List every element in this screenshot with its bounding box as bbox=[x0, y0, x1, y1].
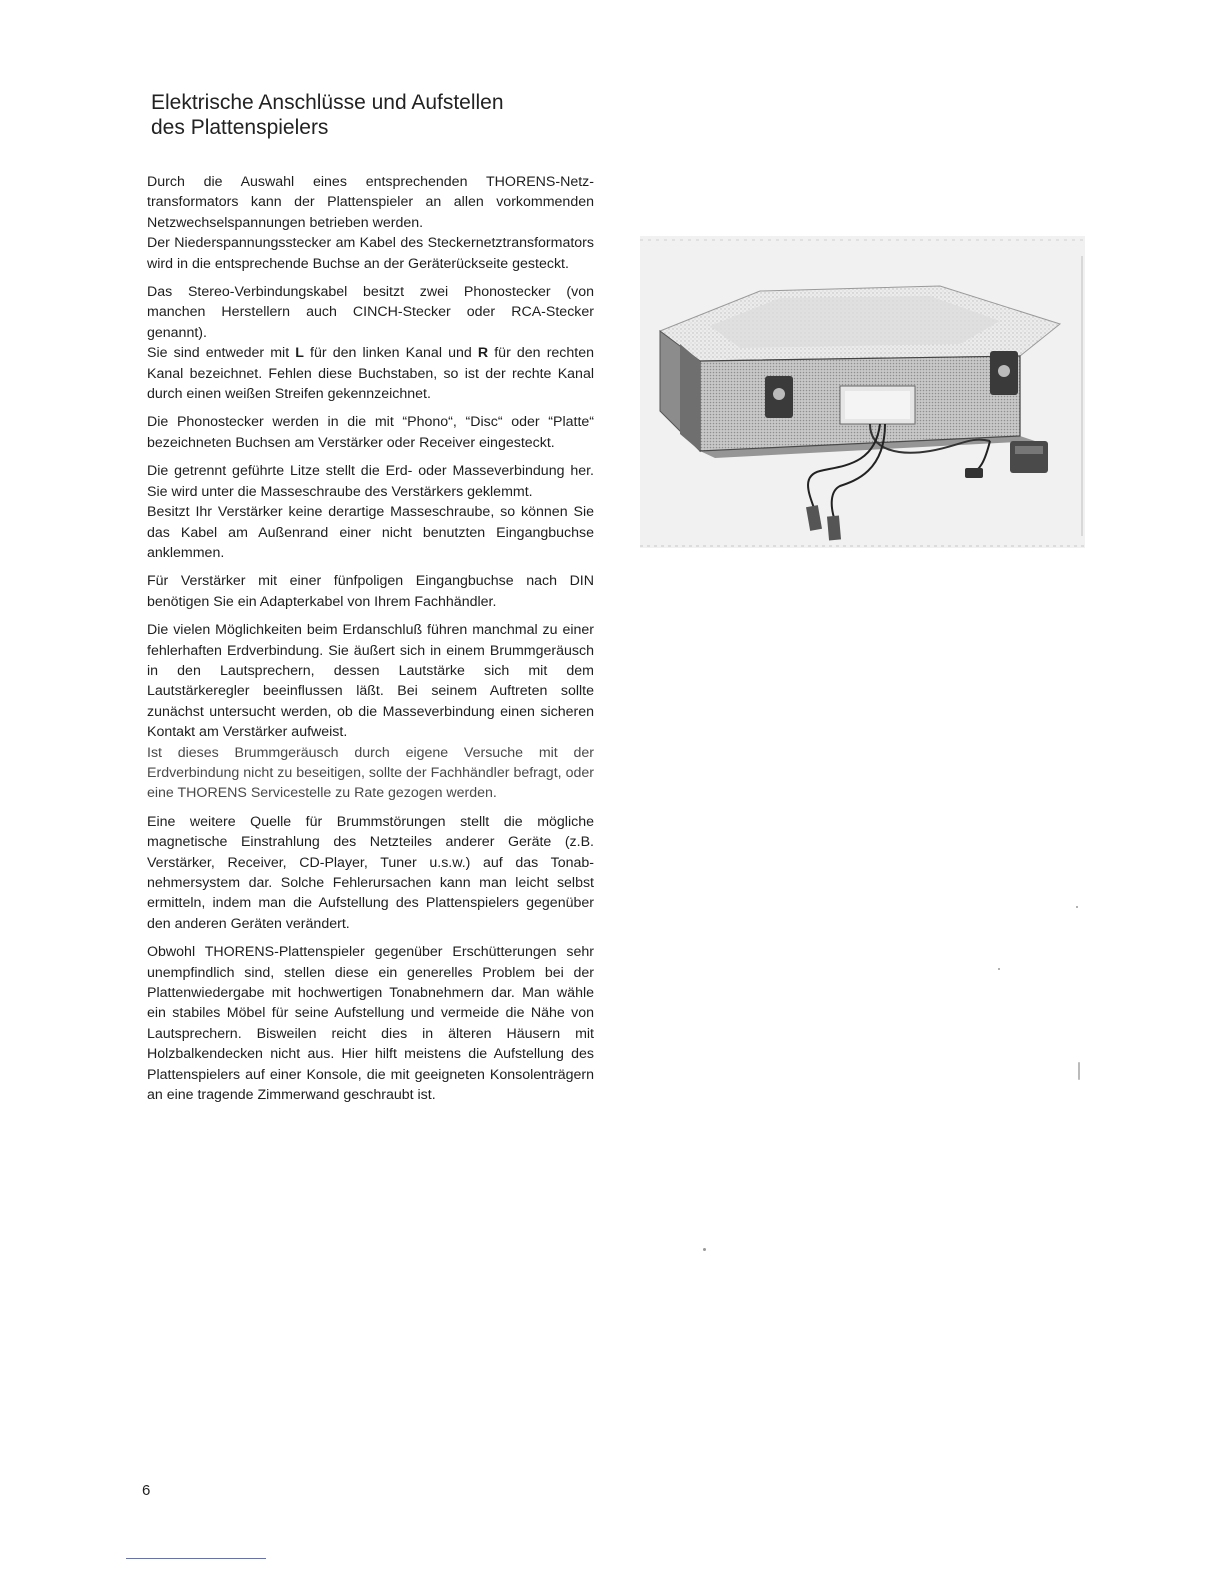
paragraph-low-voltage-plug: Der Niederspannungsstecker am Kabel des Steckernetztransformators wird in die entsprechende Buchse an der Geräterückseite gesteckt. bbox=[147, 235, 594, 272]
body-text-column bbox=[147, 172, 594, 1113]
channel-text-b: für den linken Kanal und bbox=[303, 345, 478, 362]
paragraph-stereo-cable: Das Stereo-Verbindungskabel besitzt zwei Phonostecker (von manchen Herstellern auch CINCH-Stecker oder RCA-Stecker genannt). bbox=[147, 284, 594, 341]
channel-letter-right: R bbox=[477, 345, 489, 362]
turntable-rear-illustration bbox=[640, 236, 1085, 548]
scan-speck bbox=[1078, 1062, 1080, 1080]
page-number: 6 bbox=[142, 1482, 151, 1499]
paragraph-channel-marking bbox=[147, 343, 594, 404]
turntable-photo bbox=[640, 236, 1085, 548]
paragraph-vibration: Obwohl THORENS-Plattenspieler gegenüber Erschütterungen sehr unempfindlich sind, stellen diese ein generelles Problem bei der Plattenwiedergabe mit hochwertigen Tonabnehmern dar. Man wähle ein stabiles Möbel für seine Aufstellung und vermeide die Nähe von Lautsprechern. Bisweilen reicht dies in älteren Häusern mit Holzbalkendecken nicht aus. Hier hilft meistens die Aufstellung des Plattenspielers auf einer Konsole, die mit geeigneten Konsolenträgern an eine tragende Zimmerwand geschraubt ist. bbox=[147, 944, 594, 1104]
channel-text-c: für den rechten Kanal bezeichnet. Fehlen diese Buchstaben, so ist der rechte Kanal durch einen weißen Streifen gekennzeichnet. bbox=[147, 345, 595, 403]
paragraph-ground-wire: Die getrennt geführte Litze stellt die Erd- oder Masseverbindung her. Sie wird unter die Masseschraube des Verstärkers geklemmt. bbox=[147, 463, 594, 500]
page-title-line-2: des Plattenspielers bbox=[151, 116, 329, 139]
page-title bbox=[151, 90, 611, 140]
scan-speck bbox=[703, 1248, 706, 1251]
scan-speck bbox=[1076, 906, 1078, 908]
paragraph-service-advice: Ist dieses Brummgeräusch durch eigene Versuche mit der Erdverbindung nicht zu beseitigen, sollte der Fachhändler befragt, oder eine THORENS Servicestelle zu Rate gezogen werden. bbox=[147, 744, 594, 802]
scan-speck bbox=[998, 968, 1000, 970]
footer-rule bbox=[126, 1558, 266, 1559]
paragraph-magnetic-interference: Eine weitere Quelle für Brummstörungen stellt die mögliche magnetische Einstrahlung des Netzteiles anderer Geräte (z.B. Verstärker, Receiver, CD-Player, Tuner u.s.w.) auf das Tonabnehmersystem dar. Solche Fehlerursachen kann man leicht selbst ermitteln, indem man die Aufstellung des Plattenspielers gegenüber den anderen Geräten verändert. bbox=[147, 813, 594, 932]
page-title-line-1: Elektrische Anschlüsse und Aufstellen bbox=[151, 91, 504, 114]
channel-text-a: Sie sind entweder mit bbox=[147, 345, 296, 362]
paragraph-din-adapter: Für Verstärker mit einer fünfpoligen Eingangbuchse nach DIN benötigen Sie ein Adapterkabel von Ihrem Fachhändler. bbox=[147, 573, 594, 610]
channel-letter-left: L bbox=[295, 345, 304, 362]
paragraph-power-supply: Durch die Auswahl eines entsprechenden THORENS-Netztransformators kann der Plattenspieler an allen vorkommenden Netzwechselspannungen betrieben werden. bbox=[147, 174, 594, 231]
paragraph-no-ground-screw: Besitzt Ihr Verstärker keine derartige Masseschraube, so können Sie das Kabel am Außenrand einer nicht benutzten Eingangbuchse anklemmen. bbox=[147, 504, 594, 561]
paragraph-hum-grounding: Die vielen Möglichkeiten beim Erdanschluß führen manchmal zu einer fehlerhaften Erdverbindung. Sie äußert sich in einem Brummgeräusch in den Lautsprechern, dessen Lautstärke sich mit dem Lautstärkeregler beeinflussen läßt. Bei seinem Auftreten sollte zunächst untersucht werden, ob die Masseverbindung einen sicheren Kontakt am Verstärker aufweist. bbox=[147, 622, 594, 741]
paragraph-phono-inputs: Die Phonostecker werden in die mit “Phono“, “Disc“ oder “Platte“ bezeichneten Buchsen am Verstärker oder Receiver eingesteckt. bbox=[147, 414, 594, 451]
